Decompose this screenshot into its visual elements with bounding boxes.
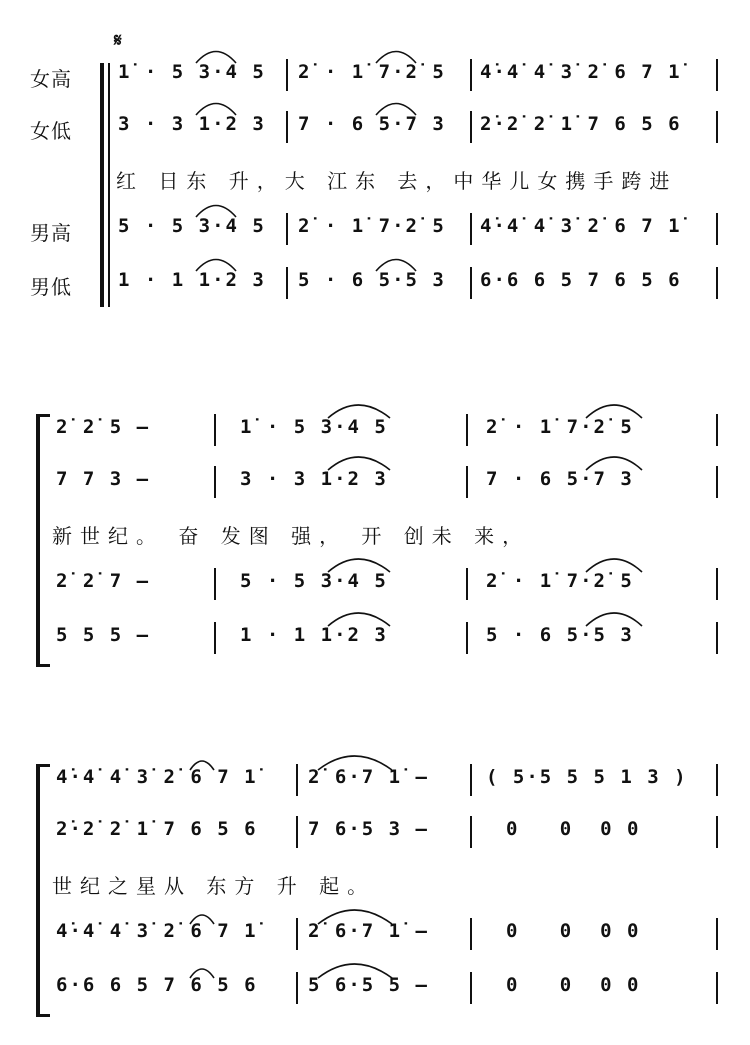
- measure: 1̇ · 5 3·4 5: [240, 416, 388, 438]
- measure: ( 5·5 5 5 1 3 ): [486, 766, 688, 788]
- measure: 4̇·4̇ 4̇ 3̇ 2̇ 6 7 1̇: [56, 766, 258, 788]
- slur: [328, 405, 390, 418]
- slur: [376, 104, 416, 116]
- measure: 2̇ · 1̇ 7·2̇ 5: [486, 416, 634, 438]
- measure: 5 5 5 –: [56, 624, 151, 646]
- measure: 7 · 6 5·7 3: [486, 468, 634, 490]
- lyrics: 世纪之星从 东方 升 起。: [52, 874, 376, 898]
- measure: 3 · 3 1·2 3: [118, 113, 266, 135]
- slur: [586, 457, 642, 470]
- voice-label-tenor: 男高: [30, 221, 72, 245]
- measure: 4̇·4̇ 4̇ 3̇ 2̇ 6 7 1̇: [56, 920, 258, 942]
- measure: 5 · 6 5·5 3: [486, 624, 634, 646]
- slur: [196, 52, 236, 64]
- slur: [328, 559, 390, 572]
- measure: 2̇ 2̇ 7 –: [56, 570, 151, 592]
- measure: 5 · 5 3·4 5: [240, 570, 388, 592]
- measure: 2̇·2̇ 2̇ 1̇ 7 6 5 6: [480, 113, 682, 135]
- measure: 3 · 3 1·2 3: [240, 468, 388, 490]
- slur: [196, 260, 236, 272]
- voice-label-bass: 男低: [30, 275, 72, 299]
- measure: 2̇ 6·7 1̇ –: [308, 920, 429, 942]
- measure: 2̇·2̇ 2̇ 1̇ 7 6 5 6: [56, 818, 258, 840]
- measure: 1 · 1 1·2 3: [240, 624, 388, 646]
- measure: 7 7 3 –: [56, 468, 151, 490]
- slur: [586, 405, 642, 418]
- measure: 0 0 0 0: [506, 974, 641, 996]
- measure: 2̇ 6·7 1̇ –: [308, 766, 429, 788]
- measure: 1 · 1 1·2 3: [118, 269, 266, 291]
- slur: [190, 915, 214, 924]
- measure: 2̇ · 1̇ 7·2̇ 5: [486, 570, 634, 592]
- lyrics: 新世纪。 奋 发图 强， 开 创未 来，: [52, 524, 531, 548]
- measure: 0 0 0 0: [506, 818, 641, 840]
- measure: 5 · 6 5·5 3: [298, 269, 446, 291]
- measure: 7 6·5 3 –: [308, 818, 429, 840]
- measure: 2̇ · 1̇ 7·2̇ 5: [298, 61, 446, 83]
- measure: 6·6 6 5 7 6 5 6: [480, 269, 682, 291]
- measure: 5 · 5 3·4 5: [118, 215, 266, 237]
- measure: 4̇·4̇ 4̇ 3̇ 2̇ 6 7 1̇: [480, 215, 682, 237]
- slur: [328, 457, 390, 470]
- voice-label-soprano: 女高: [30, 67, 72, 91]
- slur: [318, 756, 392, 770]
- measure: 5 6·5 5 –: [308, 974, 429, 996]
- measure: 7 · 6 5·7 3: [298, 113, 446, 135]
- slur: [190, 969, 214, 978]
- slur: [318, 910, 392, 924]
- slur: [376, 260, 416, 272]
- slur: [376, 52, 416, 64]
- measure: 1̇ · 5 3·4 5: [118, 61, 266, 83]
- slur: [196, 104, 236, 116]
- measure: 0 0 0 0: [506, 920, 641, 942]
- measure: 6·6 6 5 7 6 5 6: [56, 974, 258, 996]
- slur: [586, 613, 642, 626]
- slur: [328, 613, 390, 626]
- slur: [190, 761, 214, 770]
- slur: [196, 206, 236, 218]
- slur: [586, 559, 642, 572]
- voice-label-alto: 女低: [30, 119, 72, 143]
- measure: 2̇ 2̇ 5 –: [56, 416, 151, 438]
- lyrics: 红 日东 升，大 江东 去，中华儿女携手跨进: [116, 169, 678, 193]
- segno-sign: 𝄋: [114, 30, 122, 51]
- measure: 2̇ · 1̇ 7·2̇ 5: [298, 215, 446, 237]
- measure: 4̇·4̇ 4̇ 3̇ 2̇ 6 7 1̇: [480, 61, 682, 83]
- slur: [318, 964, 392, 978]
